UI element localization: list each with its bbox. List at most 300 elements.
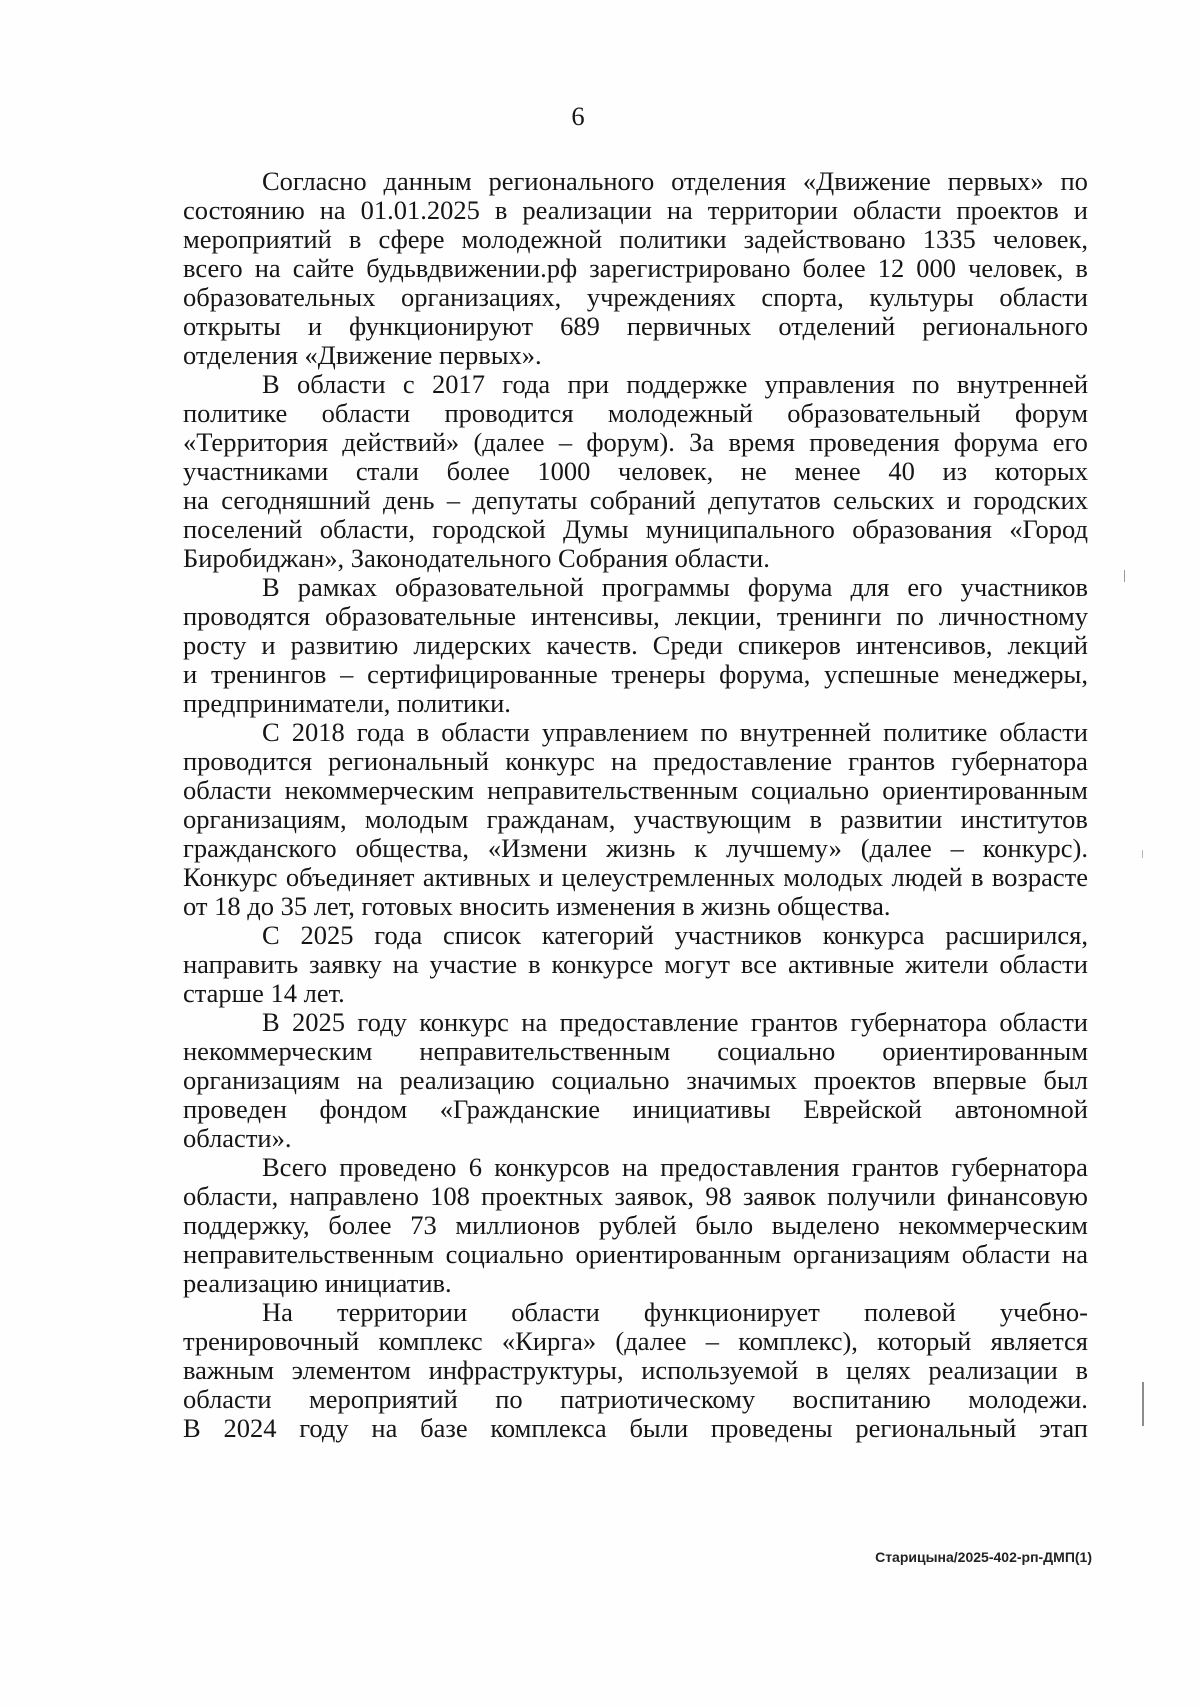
word: были (629, 1413, 689, 1443)
word: форум). (586, 427, 675, 457)
word: области, (183, 1181, 279, 1211)
word: сайте (292, 253, 355, 283)
word: предоставления (660, 1152, 840, 1182)
paragraph (183, 573, 1088, 718)
text-line (183, 312, 1088, 341)
word: институтов (960, 804, 1088, 834)
word: тренинги (776, 601, 882, 631)
word: 2018 (291, 717, 345, 747)
text-line (183, 776, 1088, 805)
word: области (999, 282, 1088, 312)
word: 2017 (431, 369, 485, 399)
text-line (183, 225, 1088, 254)
word: список (443, 920, 522, 950)
text-line (183, 1385, 1088, 1414)
text-line (183, 1153, 1088, 1182)
word: В (262, 369, 280, 399)
word: 1335 (922, 224, 976, 254)
word: интенсивов, (855, 630, 993, 660)
word: организациям, (183, 804, 347, 834)
word: первых» (947, 166, 1044, 196)
word: «Гражданские (439, 1094, 600, 1124)
word: ориентированным (575, 1239, 782, 1269)
text-line (183, 1240, 1088, 1269)
word: первичных (626, 311, 752, 341)
word: учреждениях (586, 282, 736, 312)
word: проектов (813, 1065, 917, 1095)
word: получили (827, 1181, 936, 1211)
word: на (254, 253, 281, 283)
word: по (495, 1384, 523, 1414)
text-line (183, 428, 1088, 457)
text-line (183, 515, 1088, 544)
paragraph (183, 167, 1088, 370)
word: миллионов (455, 1210, 581, 1240)
word: на (371, 1413, 398, 1443)
word: заявку (309, 949, 382, 979)
word: организациях, (401, 282, 562, 312)
word: образования (852, 514, 992, 544)
word: в (809, 804, 822, 834)
word: региональный (855, 1413, 1017, 1443)
word: В (183, 1413, 201, 1443)
word: проводятся (183, 601, 311, 631)
word: его (1052, 427, 1088, 457)
text-line (183, 660, 1088, 689)
word: комплекса (490, 1413, 607, 1443)
word: С (262, 717, 280, 747)
word: «Кирга» (501, 1326, 597, 1356)
word: финансовую (946, 1181, 1088, 1211)
word: важным (183, 1355, 274, 1385)
word: молодежной (461, 224, 603, 254)
word: – (446, 485, 461, 515)
word: открыты (183, 311, 281, 341)
word: области (183, 775, 272, 805)
word: его (907, 572, 943, 602)
word: участников (674, 920, 802, 950)
text-line: предприниматели, политики. (183, 688, 511, 718)
word: году (357, 1007, 407, 1037)
word: не (740, 456, 767, 486)
word: организациям (183, 1065, 341, 1095)
text-line (183, 1182, 1088, 1211)
scan-mark (1124, 570, 1125, 582)
word: области (296, 369, 386, 399)
text-line (183, 283, 1088, 312)
word: на (1062, 1239, 1088, 1269)
word: функционируют (349, 311, 534, 341)
word: проектов (956, 195, 1059, 225)
text-line (183, 1327, 1088, 1356)
text-line (183, 631, 1088, 660)
paragraph (183, 718, 1088, 921)
word: некоммерческим (183, 1036, 373, 1066)
document-body (183, 167, 1088, 1443)
word: (далее (615, 1326, 687, 1356)
word: конкурс). (982, 833, 1088, 863)
word: на (611, 746, 637, 776)
word: Всего (262, 1152, 327, 1182)
word: который (877, 1326, 972, 1356)
text-line (183, 718, 1088, 747)
word: лекции, (674, 601, 762, 631)
word: (далее (860, 833, 932, 863)
text-line: отделения «Движение первых». (183, 340, 542, 370)
text-line (183, 1095, 1088, 1124)
word: комплекс), (738, 1326, 858, 1356)
word: образовательные (325, 601, 516, 631)
word: года (374, 920, 423, 950)
word: городских (973, 485, 1088, 515)
word: области (999, 1007, 1088, 1037)
word: в (494, 195, 508, 225)
word: области (999, 949, 1088, 979)
word: для (850, 572, 890, 602)
word: все (740, 949, 778, 979)
word: на (319, 195, 346, 225)
word: на (183, 485, 209, 515)
word: тренингов (210, 659, 327, 689)
word: социально (551, 1065, 670, 1095)
word: лидерских (413, 630, 532, 660)
paragraph (183, 370, 1088, 573)
word: поддержке (626, 369, 748, 399)
word: 2025 (292, 1007, 346, 1037)
scan-mark (1142, 1382, 1144, 1426)
word: данным (383, 166, 472, 196)
word: грантов (851, 1152, 939, 1182)
word: инфраструктуры, (428, 1355, 624, 1385)
word: направлено (289, 1181, 419, 1211)
word: реализации (522, 195, 652, 225)
word: образовательной (395, 572, 584, 602)
word: конкурсе (551, 949, 654, 979)
word: росту (183, 630, 247, 660)
word: проведен (183, 1094, 287, 1124)
word: по (1060, 166, 1088, 196)
word: функционирует (643, 1297, 820, 1327)
word: спорта, (761, 282, 844, 312)
word: городской (432, 514, 546, 544)
word: в (815, 1355, 829, 1385)
text-line (183, 167, 1088, 196)
word: развитии (840, 804, 943, 834)
word: мероприятий (183, 224, 332, 254)
word: губернатора (850, 1007, 988, 1037)
word: конкурс (505, 746, 595, 776)
word: На (262, 1297, 293, 1327)
word: расширился, (945, 920, 1088, 950)
word: автономной (954, 1094, 1088, 1124)
word: день (382, 485, 435, 515)
word: политике (883, 717, 988, 747)
word: области (441, 717, 530, 747)
word: регионального (488, 166, 655, 196)
word: предоставление (559, 1007, 739, 1037)
word: на (392, 949, 419, 979)
word: участвующим (633, 804, 792, 834)
word: к (694, 833, 708, 863)
word: предоставление (653, 746, 833, 776)
word: с (402, 369, 415, 399)
word: инициативы (632, 1094, 771, 1124)
word: тренеры (611, 659, 706, 689)
word: в (528, 949, 541, 979)
word: выделено (771, 1210, 880, 1240)
word: базе (420, 1413, 468, 1443)
paragraph (183, 1008, 1088, 1153)
word: участниками (183, 456, 329, 486)
word: Еврейской (803, 1094, 922, 1124)
word: фондом (319, 1094, 408, 1124)
word: политики (619, 224, 727, 254)
word: и (183, 659, 198, 689)
word: задействовано (743, 224, 906, 254)
word: рублей (598, 1210, 677, 1240)
word: 108 (430, 1181, 470, 1211)
word: по (896, 601, 924, 631)
word: В (262, 572, 280, 602)
text-line (183, 805, 1088, 834)
word: года (356, 717, 405, 747)
word: За (689, 427, 715, 457)
word: жители (905, 949, 989, 979)
word: (далее (473, 427, 545, 457)
word: элементом (291, 1355, 411, 1385)
word: В (262, 1007, 280, 1037)
word: успешные (824, 659, 940, 689)
word: рамках (297, 572, 377, 602)
text-line (183, 1211, 1088, 1240)
word: и (1073, 195, 1088, 225)
word: Думы (562, 514, 629, 544)
word: будьвдвижении.рф (366, 253, 578, 283)
word: реализацию (399, 1065, 535, 1095)
word: 1000 (537, 456, 591, 486)
word: лекций (1007, 630, 1088, 660)
word: человек, (992, 224, 1088, 254)
word: могут (664, 949, 730, 979)
word: проведения (809, 427, 940, 457)
word: «Территория (183, 427, 328, 457)
word: образовательных (183, 282, 376, 312)
word: поселений (183, 514, 303, 544)
word: стали (355, 456, 419, 486)
word: проведено (339, 1152, 457, 1182)
word: молодежный (607, 398, 753, 428)
word: форума (747, 572, 833, 602)
word: при (567, 369, 610, 399)
word: общества, (355, 833, 469, 863)
word: – (705, 1326, 719, 1356)
word: в (1075, 1355, 1088, 1385)
word: развитию (290, 630, 399, 660)
word: некоммерческим (898, 1210, 1088, 1240)
text-line: старше 14 лет. (183, 978, 345, 1008)
word: 01.01.2025 (360, 195, 480, 225)
word: Конкурс (183, 862, 278, 892)
word: году (299, 1413, 349, 1443)
text-line (183, 486, 1088, 515)
word: людей (891, 862, 963, 892)
word: области (183, 1384, 272, 1414)
word: человек, (968, 253, 1064, 283)
word: спикеров (737, 630, 841, 660)
word: неправительственным (183, 1239, 434, 1269)
word: тренировочный (183, 1326, 360, 1356)
word: образовательный (787, 398, 981, 428)
word: и (538, 862, 554, 892)
text-line: Биробиджан», Законодательного Собрания области. (183, 543, 770, 573)
text-line (183, 399, 1088, 428)
word: депутатов (708, 485, 821, 515)
word: отделения (671, 166, 787, 196)
word: области (961, 1239, 1051, 1269)
word: социально (751, 775, 870, 805)
word: 6 (468, 1152, 482, 1182)
word: области (511, 1297, 600, 1327)
word: внутренней (739, 717, 872, 747)
word: было (695, 1210, 754, 1240)
word: по (912, 369, 940, 399)
word: – (558, 427, 573, 457)
document-code: Старицына/2025-402-рп-ДМП(1) (875, 1549, 1092, 1565)
word: депутаты (472, 485, 578, 515)
word: используемой (641, 1355, 799, 1385)
text-line (183, 1037, 1088, 1066)
word: социально (445, 1239, 564, 1269)
word: организациям (792, 1239, 950, 1269)
word: грантов (848, 746, 936, 776)
word: проводится (183, 746, 313, 776)
text-line: от 18 до 35 лет, готовых вносить изменения в жизнь общества. (183, 891, 891, 921)
word: этап (1039, 1413, 1088, 1443)
word: всего (183, 253, 243, 283)
word: и (946, 485, 961, 515)
word: социально (717, 1036, 836, 1066)
word: молодежи. (968, 1384, 1088, 1414)
word: ориентированным (882, 775, 1088, 805)
word: является (990, 1326, 1088, 1356)
word: отделений (778, 311, 896, 341)
word: проводится (444, 398, 574, 428)
word: полевой (863, 1297, 956, 1327)
word: Согласно (262, 166, 367, 196)
word: С (262, 920, 280, 950)
word: жизнь (606, 833, 676, 863)
word: значимых (686, 1065, 798, 1095)
word: «Измени (487, 833, 588, 863)
word: области (321, 398, 411, 428)
word: участников (960, 572, 1088, 602)
word: направить (183, 949, 299, 979)
word: политике (183, 398, 288, 428)
word: человек, (618, 456, 714, 486)
word: 689 (560, 311, 600, 341)
word: 000 (916, 253, 957, 283)
word: конкурсов (494, 1152, 610, 1182)
word: 40 (888, 456, 915, 486)
word: активные (787, 949, 895, 979)
word: губернатора (951, 1152, 1088, 1182)
word: конкурса (822, 920, 925, 950)
text-line (183, 1066, 1088, 1095)
paragraph (183, 921, 1088, 1008)
word: на (521, 1007, 548, 1037)
page-number: 6 (571, 101, 585, 131)
word: сельских (833, 485, 935, 515)
text-line (183, 602, 1088, 631)
scan-mark (1142, 850, 1143, 858)
text-line (183, 747, 1088, 776)
text-line (183, 1414, 1088, 1443)
word: заявок, (614, 1181, 694, 1211)
word: впервые (932, 1065, 1027, 1095)
word: более (802, 253, 866, 283)
text-line (183, 834, 1088, 863)
word: форума, (719, 659, 811, 689)
word: и (261, 630, 276, 660)
word: неправительственным (487, 775, 738, 805)
word: проектных (481, 1181, 604, 1211)
word: на (622, 1152, 648, 1182)
text-line (183, 254, 1088, 283)
word: региональный (328, 746, 490, 776)
word: активных (422, 862, 531, 892)
text-line (183, 573, 1088, 602)
word: культуры (869, 282, 974, 312)
word: молодых (783, 862, 884, 892)
word: лучшему» (725, 833, 842, 863)
word: заявок (742, 1181, 816, 1211)
word: 98 (705, 1181, 732, 1211)
word: личностному (938, 601, 1088, 631)
word: действий» (342, 427, 460, 457)
word: объединяет (285, 862, 415, 892)
word: гражданам, (486, 804, 616, 834)
word: в (348, 224, 362, 254)
word: муниципального (645, 514, 835, 544)
paragraph (183, 1153, 1088, 1298)
word: регионального (922, 311, 1088, 341)
word: форума (953, 427, 1039, 457)
word: качеств. (546, 630, 638, 660)
word: время (728, 427, 795, 457)
word: года (502, 369, 551, 399)
word: – (950, 833, 964, 863)
word: учебно- (999, 1297, 1088, 1327)
paragraph (183, 1298, 1088, 1443)
word: на (666, 195, 693, 225)
word: грантов (750, 1007, 838, 1037)
word: сфере (378, 224, 445, 254)
word: программы (601, 572, 730, 602)
word: неправительственным (419, 1036, 671, 1066)
text-line (183, 950, 1088, 979)
word: целеустремленных (561, 862, 775, 892)
word: менее (794, 456, 861, 486)
word: 2025 (300, 920, 354, 950)
word: сегодняшний (221, 485, 371, 515)
word: мероприятий (309, 1384, 458, 1414)
text-line (183, 1008, 1088, 1037)
word: был (1043, 1065, 1088, 1095)
word: состоянию (183, 195, 305, 225)
word: которых (994, 456, 1088, 486)
word: форум (1014, 398, 1088, 428)
word: возрасте (991, 862, 1088, 892)
